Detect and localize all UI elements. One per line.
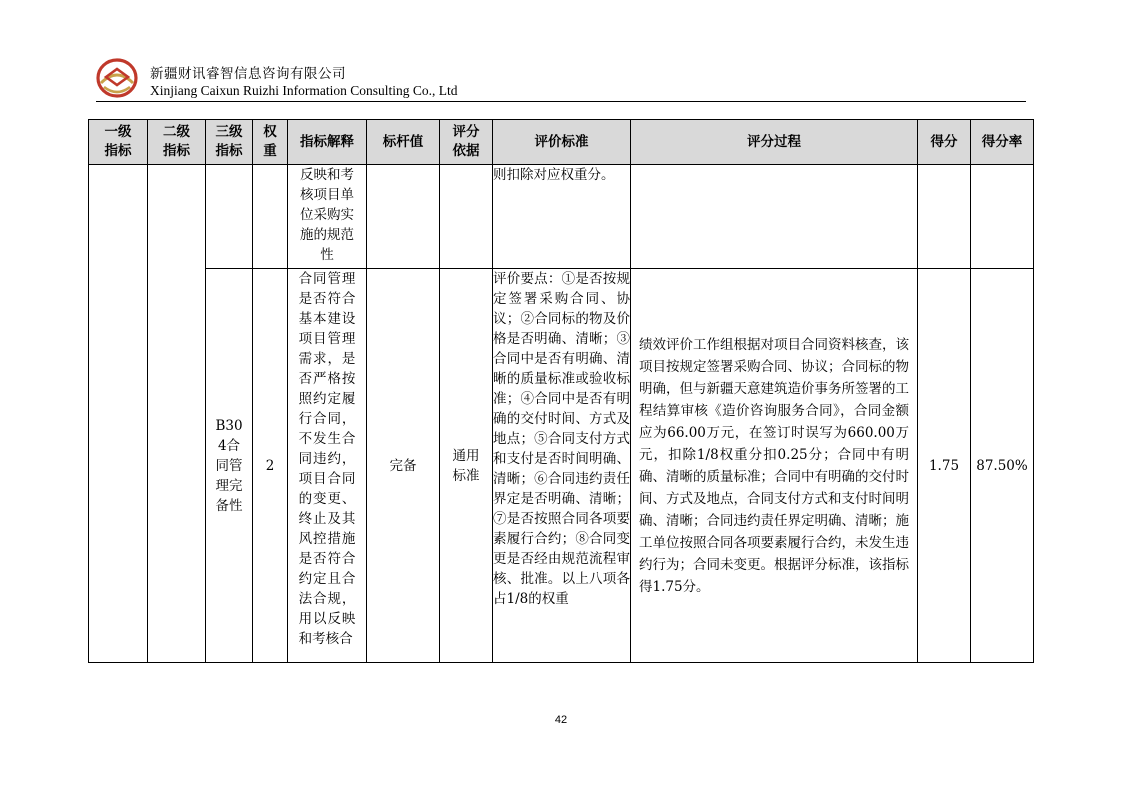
rate-cell bbox=[971, 165, 1034, 269]
table-header-row bbox=[89, 120, 1034, 165]
basis-cell bbox=[440, 165, 493, 269]
company-name-cn: 新疆财讯睿智信息咨询有限公司 bbox=[150, 66, 346, 82]
header-rule bbox=[96, 101, 1026, 102]
header-benchmark: 标杆值 bbox=[367, 120, 440, 165]
level1-cell bbox=[89, 165, 148, 663]
rate-cell: 87.50% bbox=[971, 269, 1034, 663]
score-cell bbox=[918, 165, 971, 269]
header-weight: 权重 bbox=[253, 120, 288, 165]
benchmark-cell: 完备 bbox=[367, 269, 440, 663]
weight-cell bbox=[253, 165, 288, 269]
header-criteria: 评价标准 bbox=[493, 120, 631, 165]
table-row bbox=[89, 165, 1034, 269]
level3-cell: B304合同管理完备性 bbox=[206, 269, 253, 663]
header-level2: 二级指标 bbox=[148, 120, 206, 165]
criteria-cell: 则扣除对应权重分。 bbox=[493, 165, 631, 269]
table-row bbox=[89, 269, 1034, 663]
header-level3: 三级指标 bbox=[206, 120, 253, 165]
explanation-cell: 反映和考核项目单位采购实施的规范性 bbox=[288, 165, 367, 269]
header-level1: 一级指标 bbox=[89, 120, 148, 165]
benchmark-cell bbox=[367, 165, 440, 269]
header-explanation: 指标解释 bbox=[288, 120, 367, 165]
level3-cell bbox=[206, 165, 253, 269]
header-process: 评分过程 bbox=[631, 120, 918, 165]
header-score: 得分 bbox=[918, 120, 971, 165]
basis-cell: 通用标准 bbox=[440, 269, 493, 663]
explanation-cell: 合同管理是否符合基本建设项目管理需求，是否严格按照约定履行合同，不发生合同违约，项目合同的变更、终止及其风控措施是否符合约定且合法合规，用以反映和考核合 bbox=[288, 269, 367, 663]
evaluation-table bbox=[88, 119, 1034, 663]
header-rate: 得分率 bbox=[971, 120, 1034, 165]
caixun-logo-icon bbox=[96, 57, 138, 99]
process-cell bbox=[631, 165, 918, 269]
header-basis: 评分依据 bbox=[440, 120, 493, 165]
criteria-cell: 评价要点：①是否按规定签署采购合同、协议；②合同标的物及价格是否明确、清晰；③合同中是否有明确、清晰的质量标准或验收标准；④合同中是否有明确的交付时间、方式及地点；⑤合同支付方式和支付是否时间明确、清晰；⑥合同违约责任界定是否明确、清晰；⑦是否按照合同各项要素履行合约；⑧合同变更是否经由规范流程审核、批准。以上八项各占1/8的权重 bbox=[493, 269, 631, 663]
company-name-en: Xinjiang Caixun Ruizhi Information Consulting Co., Ltd bbox=[150, 83, 458, 98]
level2-cell bbox=[148, 165, 206, 663]
weight-cell: 2 bbox=[253, 269, 288, 663]
process-cell: 绩效评价工作组根据对项目合同资料核查，该项目按规定签署采购合同、协议；合同标的物明确，但与新疆天意建筑造价事务所签署的工程结算审核《造价咨询服务合同》，合同金额应为66.00万元，在签订时误写为660.00万元，扣除1/8权重分扣0.25分；合同中有明确、清晰的质量标准；合同中有明确的交付时间、方式及地点，合同支付方式和支付时间明确、清晰；合同违约责任界定明确、清晰；施工单位按照合同各项要素履行合约，未发生违约行为；合同未变更。根据评分标准，该指标得1.75分。 bbox=[631, 269, 918, 663]
page-number: 42 bbox=[554, 714, 568, 726]
score-cell: 1.75 bbox=[918, 269, 971, 663]
